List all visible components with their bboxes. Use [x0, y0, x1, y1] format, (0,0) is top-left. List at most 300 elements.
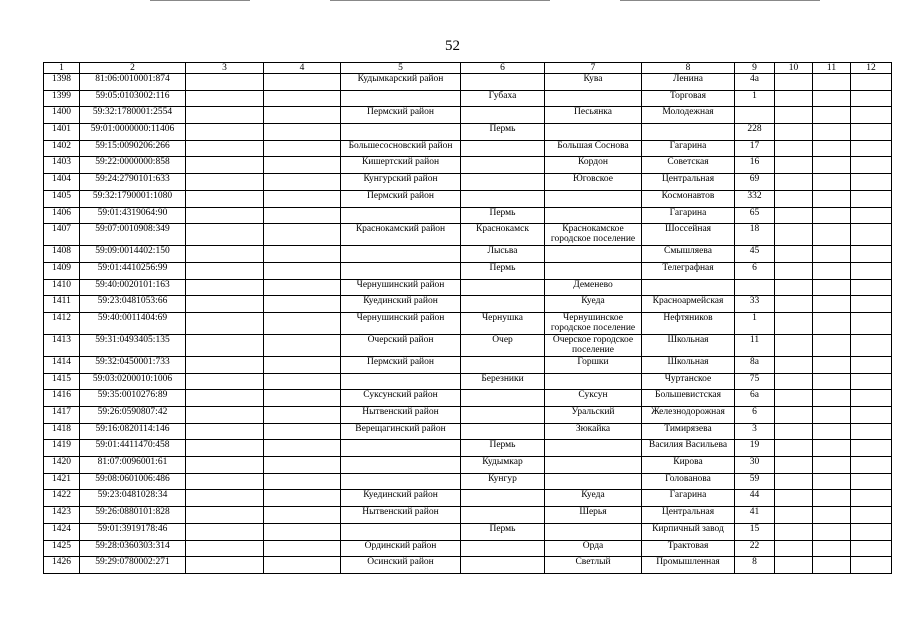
table-cell-col-10 — [775, 140, 813, 157]
table-cell-col-7: Горшки — [545, 356, 642, 373]
table-cell-col-1: 1407 — [44, 224, 80, 246]
table-row — [44, 296, 892, 313]
table-cell-col-7: Деменево — [545, 279, 642, 296]
table-cell-col-12 — [851, 507, 892, 524]
table-cell-col-3 — [186, 407, 264, 424]
table-row — [44, 279, 892, 296]
table-cell-col-2: 59:01:4319064:90 — [80, 207, 186, 224]
table-cell-col-4 — [264, 190, 341, 207]
table-cell-col-7 — [545, 262, 642, 279]
table-cell-col-4 — [264, 423, 341, 440]
table-cell-col-3 — [186, 246, 264, 263]
header-row — [44, 63, 892, 74]
table-cell-col-1: 1410 — [44, 279, 80, 296]
table-cell-col-6 — [461, 507, 545, 524]
table-cell-col-12 — [851, 457, 892, 474]
table-cell-col-9: 30 — [735, 457, 775, 474]
table-row — [44, 373, 892, 390]
table-row — [44, 190, 892, 207]
table-cell-col-7: Юговское — [545, 174, 642, 191]
table-cell-col-10 — [775, 373, 813, 390]
table-cell-col-3 — [186, 140, 264, 157]
table-cell-col-6 — [461, 157, 545, 174]
table-cell-col-10 — [775, 312, 813, 334]
table-cell-col-3 — [186, 174, 264, 191]
table-cell-col-2: 59:23:0481028:34 — [80, 490, 186, 507]
table-cell-col-12 — [851, 373, 892, 390]
table-cell-col-10 — [775, 124, 813, 141]
table-cell-col-4 — [264, 440, 341, 457]
table-row — [44, 423, 892, 440]
table-cell-col-4 — [264, 373, 341, 390]
table-cell-col-1: 1406 — [44, 207, 80, 224]
table-cell-col-6: Пермь — [461, 262, 545, 279]
table-cell-col-2: 59:01:3919178:46 — [80, 523, 186, 540]
table-cell-col-5: Верещагинский район — [341, 423, 461, 440]
table-cell-col-7: Светлый — [545, 557, 642, 574]
table-cell-col-2: 59:40:0011404:69 — [80, 312, 186, 334]
table-cell-col-4 — [264, 174, 341, 191]
table-cell-col-7 — [545, 373, 642, 390]
table-row — [44, 157, 892, 174]
table-cell-col-10 — [775, 74, 813, 91]
table-cell-col-10 — [775, 440, 813, 457]
table-cell-col-6: Пермь — [461, 124, 545, 141]
table-cell-col-6 — [461, 356, 545, 373]
table-cell-col-5 — [341, 473, 461, 490]
table-cell-col-11 — [813, 124, 851, 141]
table-cell-col-8: Большевистская — [642, 390, 735, 407]
table-cell-col-5: Кишертский район — [341, 157, 461, 174]
table-cell-col-6 — [461, 490, 545, 507]
table-cell-col-11 — [813, 262, 851, 279]
table-cell-col-6: Пермь — [461, 523, 545, 540]
table-cell-col-4 — [264, 279, 341, 296]
table-cell-col-12 — [851, 140, 892, 157]
table-cell-col-8: Чуртанское — [642, 373, 735, 390]
table-cell-col-12 — [851, 124, 892, 141]
table-cell-col-5 — [341, 262, 461, 279]
table-row — [44, 507, 892, 524]
table-row — [44, 407, 892, 424]
table-cell-col-9: 16 — [735, 157, 775, 174]
table-cell-col-8: Центральная — [642, 174, 735, 191]
scan-edge-line-mid — [330, 0, 550, 1]
table-cell-col-10 — [775, 207, 813, 224]
column-header-11: 11 — [813, 63, 851, 74]
table-cell-col-9: 69 — [735, 174, 775, 191]
table-cell-col-11 — [813, 523, 851, 540]
table-cell-col-7: Краснокамское городское поселение — [545, 224, 642, 246]
table-cell-col-8: Центральная — [642, 507, 735, 524]
scan-edge-line-right — [620, 0, 820, 1]
table-cell-col-9: 8 — [735, 557, 775, 574]
table-row — [44, 207, 892, 224]
table-cell-col-7 — [545, 440, 642, 457]
table-cell-col-2: 59:29:0780002:271 — [80, 557, 186, 574]
table-cell-col-7 — [545, 90, 642, 107]
table-cell-col-2: 81:07:0096001:61 — [80, 457, 186, 474]
table-cell-col-1: 1417 — [44, 407, 80, 424]
table-cell-col-11 — [813, 457, 851, 474]
table-cell-col-4 — [264, 224, 341, 246]
table-cell-col-6 — [461, 107, 545, 124]
table-cell-col-1: 1409 — [44, 262, 80, 279]
table-cell-col-9: 4а — [735, 74, 775, 91]
table-cell-col-10 — [775, 296, 813, 313]
table-cell-col-6 — [461, 279, 545, 296]
table-cell-col-11 — [813, 90, 851, 107]
table-cell-col-5: Кудымкарский район — [341, 74, 461, 91]
table-cell-col-4 — [264, 107, 341, 124]
table-row — [44, 262, 892, 279]
table-cell-col-2: 59:01:4410256:99 — [80, 262, 186, 279]
table-cell-col-9: 75 — [735, 373, 775, 390]
table-cell-col-12 — [851, 262, 892, 279]
table-cell-col-8: Кирова — [642, 457, 735, 474]
table-cell-col-12 — [851, 523, 892, 540]
table-cell-col-9: 6 — [735, 262, 775, 279]
table-cell-col-5: Большесосновский район — [341, 140, 461, 157]
table-cell-col-1: 1401 — [44, 124, 80, 141]
table-cell-col-8 — [642, 279, 735, 296]
table-cell-col-2: 59:32:0450001:733 — [80, 356, 186, 373]
table-cell-col-10 — [775, 507, 813, 524]
table-cell-col-12 — [851, 540, 892, 557]
table-row — [44, 440, 892, 457]
page-number: 52 — [445, 38, 460, 54]
table-cell-col-12 — [851, 312, 892, 334]
table-cell-col-9: 41 — [735, 507, 775, 524]
table-cell-col-4 — [264, 140, 341, 157]
table-cell-col-2: 59:22:0000000:858 — [80, 157, 186, 174]
table-cell-col-9: 33 — [735, 296, 775, 313]
table-cell-col-12 — [851, 473, 892, 490]
table-cell-col-6: Пермь — [461, 207, 545, 224]
table-cell-col-5: Краснокамский район — [341, 224, 461, 246]
table-cell-col-1: 1413 — [44, 334, 80, 356]
table-cell-col-3 — [186, 124, 264, 141]
registry-table — [43, 62, 892, 574]
table-row — [44, 490, 892, 507]
table-cell-col-6 — [461, 390, 545, 407]
table-cell-col-3 — [186, 190, 264, 207]
column-header-12: 12 — [851, 63, 892, 74]
table-row — [44, 334, 892, 356]
table-cell-col-1: 1426 — [44, 557, 80, 574]
table-cell-col-1: 1411 — [44, 296, 80, 313]
table-cell-col-11 — [813, 246, 851, 263]
table-cell-col-2: 59:32:1780001:2554 — [80, 107, 186, 124]
table-cell-col-2: 81:06:0010001:874 — [80, 74, 186, 91]
table-cell-col-3 — [186, 373, 264, 390]
table-cell-col-7 — [545, 190, 642, 207]
table-cell-col-11 — [813, 296, 851, 313]
table-cell-col-11 — [813, 557, 851, 574]
table-cell-col-12 — [851, 390, 892, 407]
table-cell-col-11 — [813, 390, 851, 407]
table-cell-col-11 — [813, 373, 851, 390]
table-cell-col-11 — [813, 224, 851, 246]
table-cell-col-3 — [186, 457, 264, 474]
table-cell-col-5: Нытвенский район — [341, 507, 461, 524]
column-header-3: 3 — [186, 63, 264, 74]
table-cell-col-11 — [813, 473, 851, 490]
table-cell-col-10 — [775, 157, 813, 174]
table-cell-col-11 — [813, 74, 851, 91]
table-cell-col-5: Чернушинский район — [341, 279, 461, 296]
table-cell-col-1: 1404 — [44, 174, 80, 191]
table-cell-col-1: 1422 — [44, 490, 80, 507]
table-cell-col-1: 1405 — [44, 190, 80, 207]
table-cell-col-9: 18 — [735, 224, 775, 246]
table-cell-col-8: Советская — [642, 157, 735, 174]
table-cell-col-7: Уральский — [545, 407, 642, 424]
table-cell-col-10 — [775, 334, 813, 356]
table-cell-col-4 — [264, 523, 341, 540]
table-cell-col-1: 1424 — [44, 523, 80, 540]
table-cell-col-1: 1400 — [44, 107, 80, 124]
table-cell-col-9: 17 — [735, 140, 775, 157]
table-cell-col-5 — [341, 124, 461, 141]
column-header-7: 7 — [545, 63, 642, 74]
column-header-10: 10 — [775, 63, 813, 74]
table-cell-col-2: 59:31:0493405:135 — [80, 334, 186, 356]
table-cell-col-10 — [775, 107, 813, 124]
table-row — [44, 540, 892, 557]
table-cell-col-5 — [341, 373, 461, 390]
table-cell-col-4 — [264, 407, 341, 424]
table-cell-col-4 — [264, 490, 341, 507]
column-header-8: 8 — [642, 63, 735, 74]
column-header-9: 9 — [735, 63, 775, 74]
table-cell-col-10 — [775, 523, 813, 540]
table-cell-col-5 — [341, 90, 461, 107]
table-cell-col-11 — [813, 207, 851, 224]
table-cell-col-3 — [186, 279, 264, 296]
table-cell-col-11 — [813, 174, 851, 191]
table-cell-col-5: Чернушинский район — [341, 312, 461, 334]
table-cell-col-6 — [461, 407, 545, 424]
column-header-5: 5 — [341, 63, 461, 74]
table-cell-col-1: 1398 — [44, 74, 80, 91]
table-cell-col-8: Смышляева — [642, 246, 735, 263]
table-cell-col-2: 59:28:0360303:314 — [80, 540, 186, 557]
table-cell-col-8: Нефтяников — [642, 312, 735, 334]
table-cell-col-7: Суксун — [545, 390, 642, 407]
table-cell-col-7: Кува — [545, 74, 642, 91]
table-cell-col-1: 1419 — [44, 440, 80, 457]
table-cell-col-10 — [775, 174, 813, 191]
table-row — [44, 457, 892, 474]
table-cell-col-12 — [851, 157, 892, 174]
table-cell-col-4 — [264, 390, 341, 407]
table-cell-col-4 — [264, 296, 341, 313]
table-cell-col-4 — [264, 356, 341, 373]
table-cell-col-9: 15 — [735, 523, 775, 540]
table-cell-col-9: 1 — [735, 312, 775, 334]
table-cell-col-5: Пермский район — [341, 107, 461, 124]
table-cell-col-12 — [851, 334, 892, 356]
table-cell-col-9: 65 — [735, 207, 775, 224]
table-cell-col-4 — [264, 74, 341, 91]
table-cell-col-1: 1425 — [44, 540, 80, 557]
table-cell-col-7: Орда — [545, 540, 642, 557]
table-cell-col-2: 59:23:0481053:66 — [80, 296, 186, 313]
table-cell-col-6: Чернушка — [461, 312, 545, 334]
table-cell-col-8: Промышленная — [642, 557, 735, 574]
table-cell-col-3 — [186, 107, 264, 124]
table-cell-col-8: Красноармейская — [642, 296, 735, 313]
table-cell-col-12 — [851, 190, 892, 207]
table-cell-col-3 — [186, 207, 264, 224]
table-cell-col-10 — [775, 262, 813, 279]
table-cell-col-8: Молодежная — [642, 107, 735, 124]
table-cell-col-4 — [264, 457, 341, 474]
table-cell-col-12 — [851, 279, 892, 296]
table-cell-col-2: 59:01:0000000:11406 — [80, 124, 186, 141]
table-cell-col-1: 1420 — [44, 457, 80, 474]
table-cell-col-9: 6а — [735, 390, 775, 407]
table-cell-col-7: Зюкайка — [545, 423, 642, 440]
table-cell-col-3 — [186, 507, 264, 524]
table-cell-col-9: 11 — [735, 334, 775, 356]
table-row — [44, 107, 892, 124]
table-cell-col-3 — [186, 334, 264, 356]
table-cell-col-6: Лысьва — [461, 246, 545, 263]
column-header-1: 1 — [44, 63, 80, 74]
table-cell-col-9: 332 — [735, 190, 775, 207]
table-cell-col-11 — [813, 190, 851, 207]
table-cell-col-3 — [186, 423, 264, 440]
table-row — [44, 390, 892, 407]
table-cell-col-2: 59:26:0880101:828 — [80, 507, 186, 524]
table-row — [44, 224, 892, 246]
table-row — [44, 473, 892, 490]
table-cell-col-4 — [264, 312, 341, 334]
table-cell-col-11 — [813, 407, 851, 424]
table-cell-col-5: Пермский район — [341, 356, 461, 373]
table-cell-col-6 — [461, 140, 545, 157]
table-cell-col-2: 59:09:0014402:150 — [80, 246, 186, 263]
table-cell-col-11 — [813, 356, 851, 373]
table-cell-col-7: Шерья — [545, 507, 642, 524]
table-cell-col-11 — [813, 140, 851, 157]
table-cell-col-4 — [264, 207, 341, 224]
table-cell-col-11 — [813, 157, 851, 174]
table-cell-col-4 — [264, 157, 341, 174]
table-cell-col-12 — [851, 490, 892, 507]
table-cell-col-7 — [545, 473, 642, 490]
table-row — [44, 174, 892, 191]
table-cell-col-5 — [341, 246, 461, 263]
table-cell-col-2: 59:32:1790001:1080 — [80, 190, 186, 207]
table-cell-col-5: Очерский район — [341, 334, 461, 356]
table-cell-col-10 — [775, 190, 813, 207]
table-cell-col-7: Куеда — [545, 296, 642, 313]
table-cell-col-5: Пермский район — [341, 190, 461, 207]
table-cell-col-8: Шоссейная — [642, 224, 735, 246]
table-cell-col-8: Трактовая — [642, 540, 735, 557]
table-cell-col-9: 1 — [735, 90, 775, 107]
scan-edge-line-left — [150, 0, 250, 1]
table-cell-col-1: 1414 — [44, 356, 80, 373]
table-cell-col-8: Гагарина — [642, 207, 735, 224]
table-cell-col-3 — [186, 312, 264, 334]
table-cell-col-7 — [545, 457, 642, 474]
table-cell-col-8: Тимирязева — [642, 423, 735, 440]
table-cell-col-11 — [813, 107, 851, 124]
table-cell-col-4 — [264, 334, 341, 356]
table-cell-col-12 — [851, 423, 892, 440]
table-cell-col-10 — [775, 457, 813, 474]
table-cell-col-12 — [851, 74, 892, 91]
table-cell-col-2: 59:07:0010908:349 — [80, 224, 186, 246]
table-cell-col-11 — [813, 423, 851, 440]
table-cell-col-1: 1402 — [44, 140, 80, 157]
table-cell-col-3 — [186, 440, 264, 457]
table-cell-col-12 — [851, 174, 892, 191]
table-cell-col-3 — [186, 296, 264, 313]
table-cell-col-1: 1412 — [44, 312, 80, 334]
table-row — [44, 312, 892, 334]
table-cell-col-4 — [264, 557, 341, 574]
table-cell-col-4 — [264, 473, 341, 490]
table-cell-col-11 — [813, 540, 851, 557]
table-cell-col-7 — [545, 246, 642, 263]
table-cell-col-1: 1423 — [44, 507, 80, 524]
table-row — [44, 90, 892, 107]
table-cell-col-7 — [545, 124, 642, 141]
table-row — [44, 557, 892, 574]
table-cell-col-7: Куеда — [545, 490, 642, 507]
table-cell-col-11 — [813, 440, 851, 457]
table-cell-col-10 — [775, 540, 813, 557]
table-cell-col-11 — [813, 490, 851, 507]
table-cell-col-3 — [186, 523, 264, 540]
table-cell-col-5: Осинский район — [341, 557, 461, 574]
table-cell-col-1: 1403 — [44, 157, 80, 174]
table-cell-col-2: 59:40:0020101:163 — [80, 279, 186, 296]
table-cell-col-6 — [461, 423, 545, 440]
table-cell-col-5: Куединский район — [341, 490, 461, 507]
table-cell-col-5: Ординский район — [341, 540, 461, 557]
column-header-2: 2 — [80, 63, 186, 74]
table-row — [44, 356, 892, 373]
table-cell-col-2: 59:05:0103002:116 — [80, 90, 186, 107]
table-cell-col-5: Суксунский район — [341, 390, 461, 407]
table-cell-col-10 — [775, 90, 813, 107]
table-cell-col-8: Школьная — [642, 356, 735, 373]
table-cell-col-1: 1418 — [44, 423, 80, 440]
table-cell-col-6: Кудымкар — [461, 457, 545, 474]
table-cell-col-4 — [264, 262, 341, 279]
table-cell-col-2: 59:01:4411470:458 — [80, 440, 186, 457]
table-cell-col-12 — [851, 107, 892, 124]
table-row — [44, 140, 892, 157]
table-cell-col-5: Куединский район — [341, 296, 461, 313]
table-cell-col-12 — [851, 224, 892, 246]
table-cell-col-8: Железнодорожная — [642, 407, 735, 424]
table-cell-col-7: Песьянка — [545, 107, 642, 124]
table-cell-col-3 — [186, 490, 264, 507]
table-cell-col-3 — [186, 74, 264, 91]
table-row — [44, 124, 892, 141]
table-cell-col-6 — [461, 190, 545, 207]
table-cell-col-4 — [264, 540, 341, 557]
table-cell-col-7: Очерское городское поселение — [545, 334, 642, 356]
table-cell-col-10 — [775, 224, 813, 246]
